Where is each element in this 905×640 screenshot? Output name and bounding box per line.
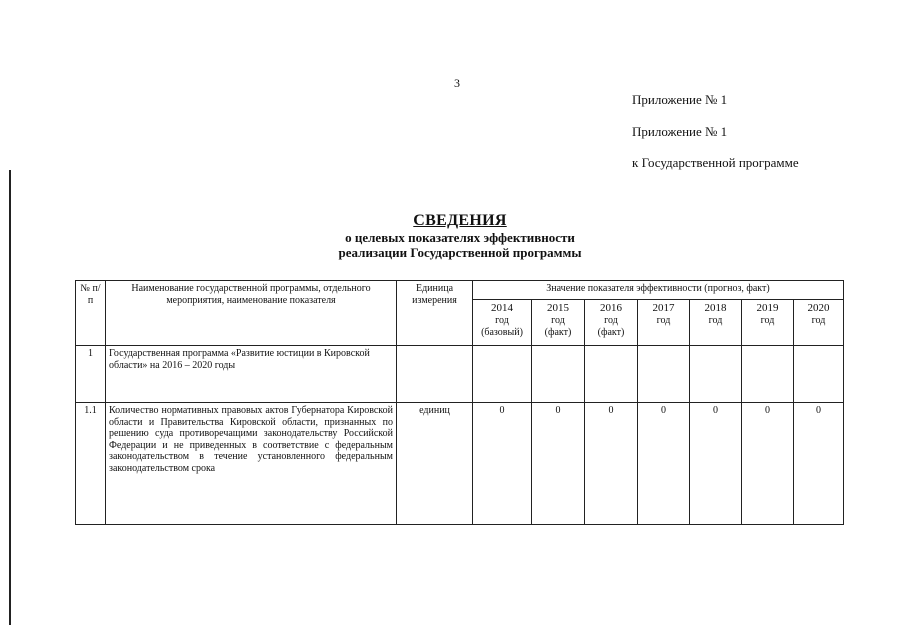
row-value: 0 [473,403,532,525]
row-value: 0 [742,403,794,525]
header-year-2018 [690,300,742,346]
indicators-table [75,280,844,525]
row-value [742,346,794,403]
row-value [473,346,532,403]
page-number: 3 [454,76,460,90]
title-main: СВЕДЕНИЯ [413,212,507,229]
header-year-2015 [532,300,585,346]
year-label: 2019 [756,302,779,314]
row-value: 0 [690,403,742,525]
row-name: Государственная программа «Развитие юстиции в Кировской области» на 2016 – 2020 годы [106,346,397,403]
row-value: 0 [585,403,638,525]
year-note: (базовый) [481,327,523,338]
row-value: 0 [532,403,585,525]
title-subtitle-2: реализации Государственной программы [338,245,582,260]
document-title [0,212,905,260]
header-year-2014 [473,300,532,346]
year-word: год [708,315,723,326]
row-value [690,346,742,403]
header-values: Значение показателя эффективности (прогноз, факт) [473,281,844,300]
row-num: 1.1 [76,403,106,525]
year-label: 2015 [547,302,569,314]
appendix-line-2: Приложение № 1 [632,124,728,139]
row-unit [397,346,473,403]
header-year-2019 [742,300,794,346]
year-word: год [656,315,671,326]
row-value [532,346,585,403]
year-word: год [495,315,509,326]
year-label: 2020 [807,302,830,314]
year-word: год [811,315,826,326]
table-row [76,346,844,403]
row-value: 0 [638,403,690,525]
year-note: (факт) [544,327,572,338]
title-subtitle-1: о целевых показателях эффективности [345,230,575,245]
row-value: 0 [794,403,844,525]
row-value [794,346,844,403]
year-label: 2018 [704,302,727,314]
year-label: 2014 [491,302,513,314]
header-row-1 [76,281,844,300]
header-year-2020 [794,300,844,346]
header-year-2017 [638,300,690,346]
row-value [585,346,638,403]
row-num: 1 [76,346,106,403]
year-label: 2016 [600,302,622,314]
header-name: Наименование государственной программы, отдельного мероприятия, наименование показателя [106,281,397,346]
header-year-2016 [585,300,638,346]
year-note: (факт) [597,327,625,338]
year-word: год [604,315,618,326]
table-row [76,403,844,525]
year-word: год [551,315,565,326]
header-unit: Единица измерения [397,281,473,346]
row-name: Количество нормативных правовых актов Губернатора Кировской области и Правительства Кировской области, признанных по решению суда противоречащими законодательству Российской Федерации и не приведенных в соответствие с федеральным законодательством в течение установленного федеральным законодательством срока [106,403,397,525]
year-label: 2017 [652,302,675,314]
appendix-line-1: Приложение № 1 [632,92,728,107]
row-unit: единиц [397,403,473,525]
row-value [638,346,690,403]
appendix-line-3: к Государственной программе [632,155,799,170]
year-word: год [760,315,775,326]
header-num: № п/п [76,281,106,346]
